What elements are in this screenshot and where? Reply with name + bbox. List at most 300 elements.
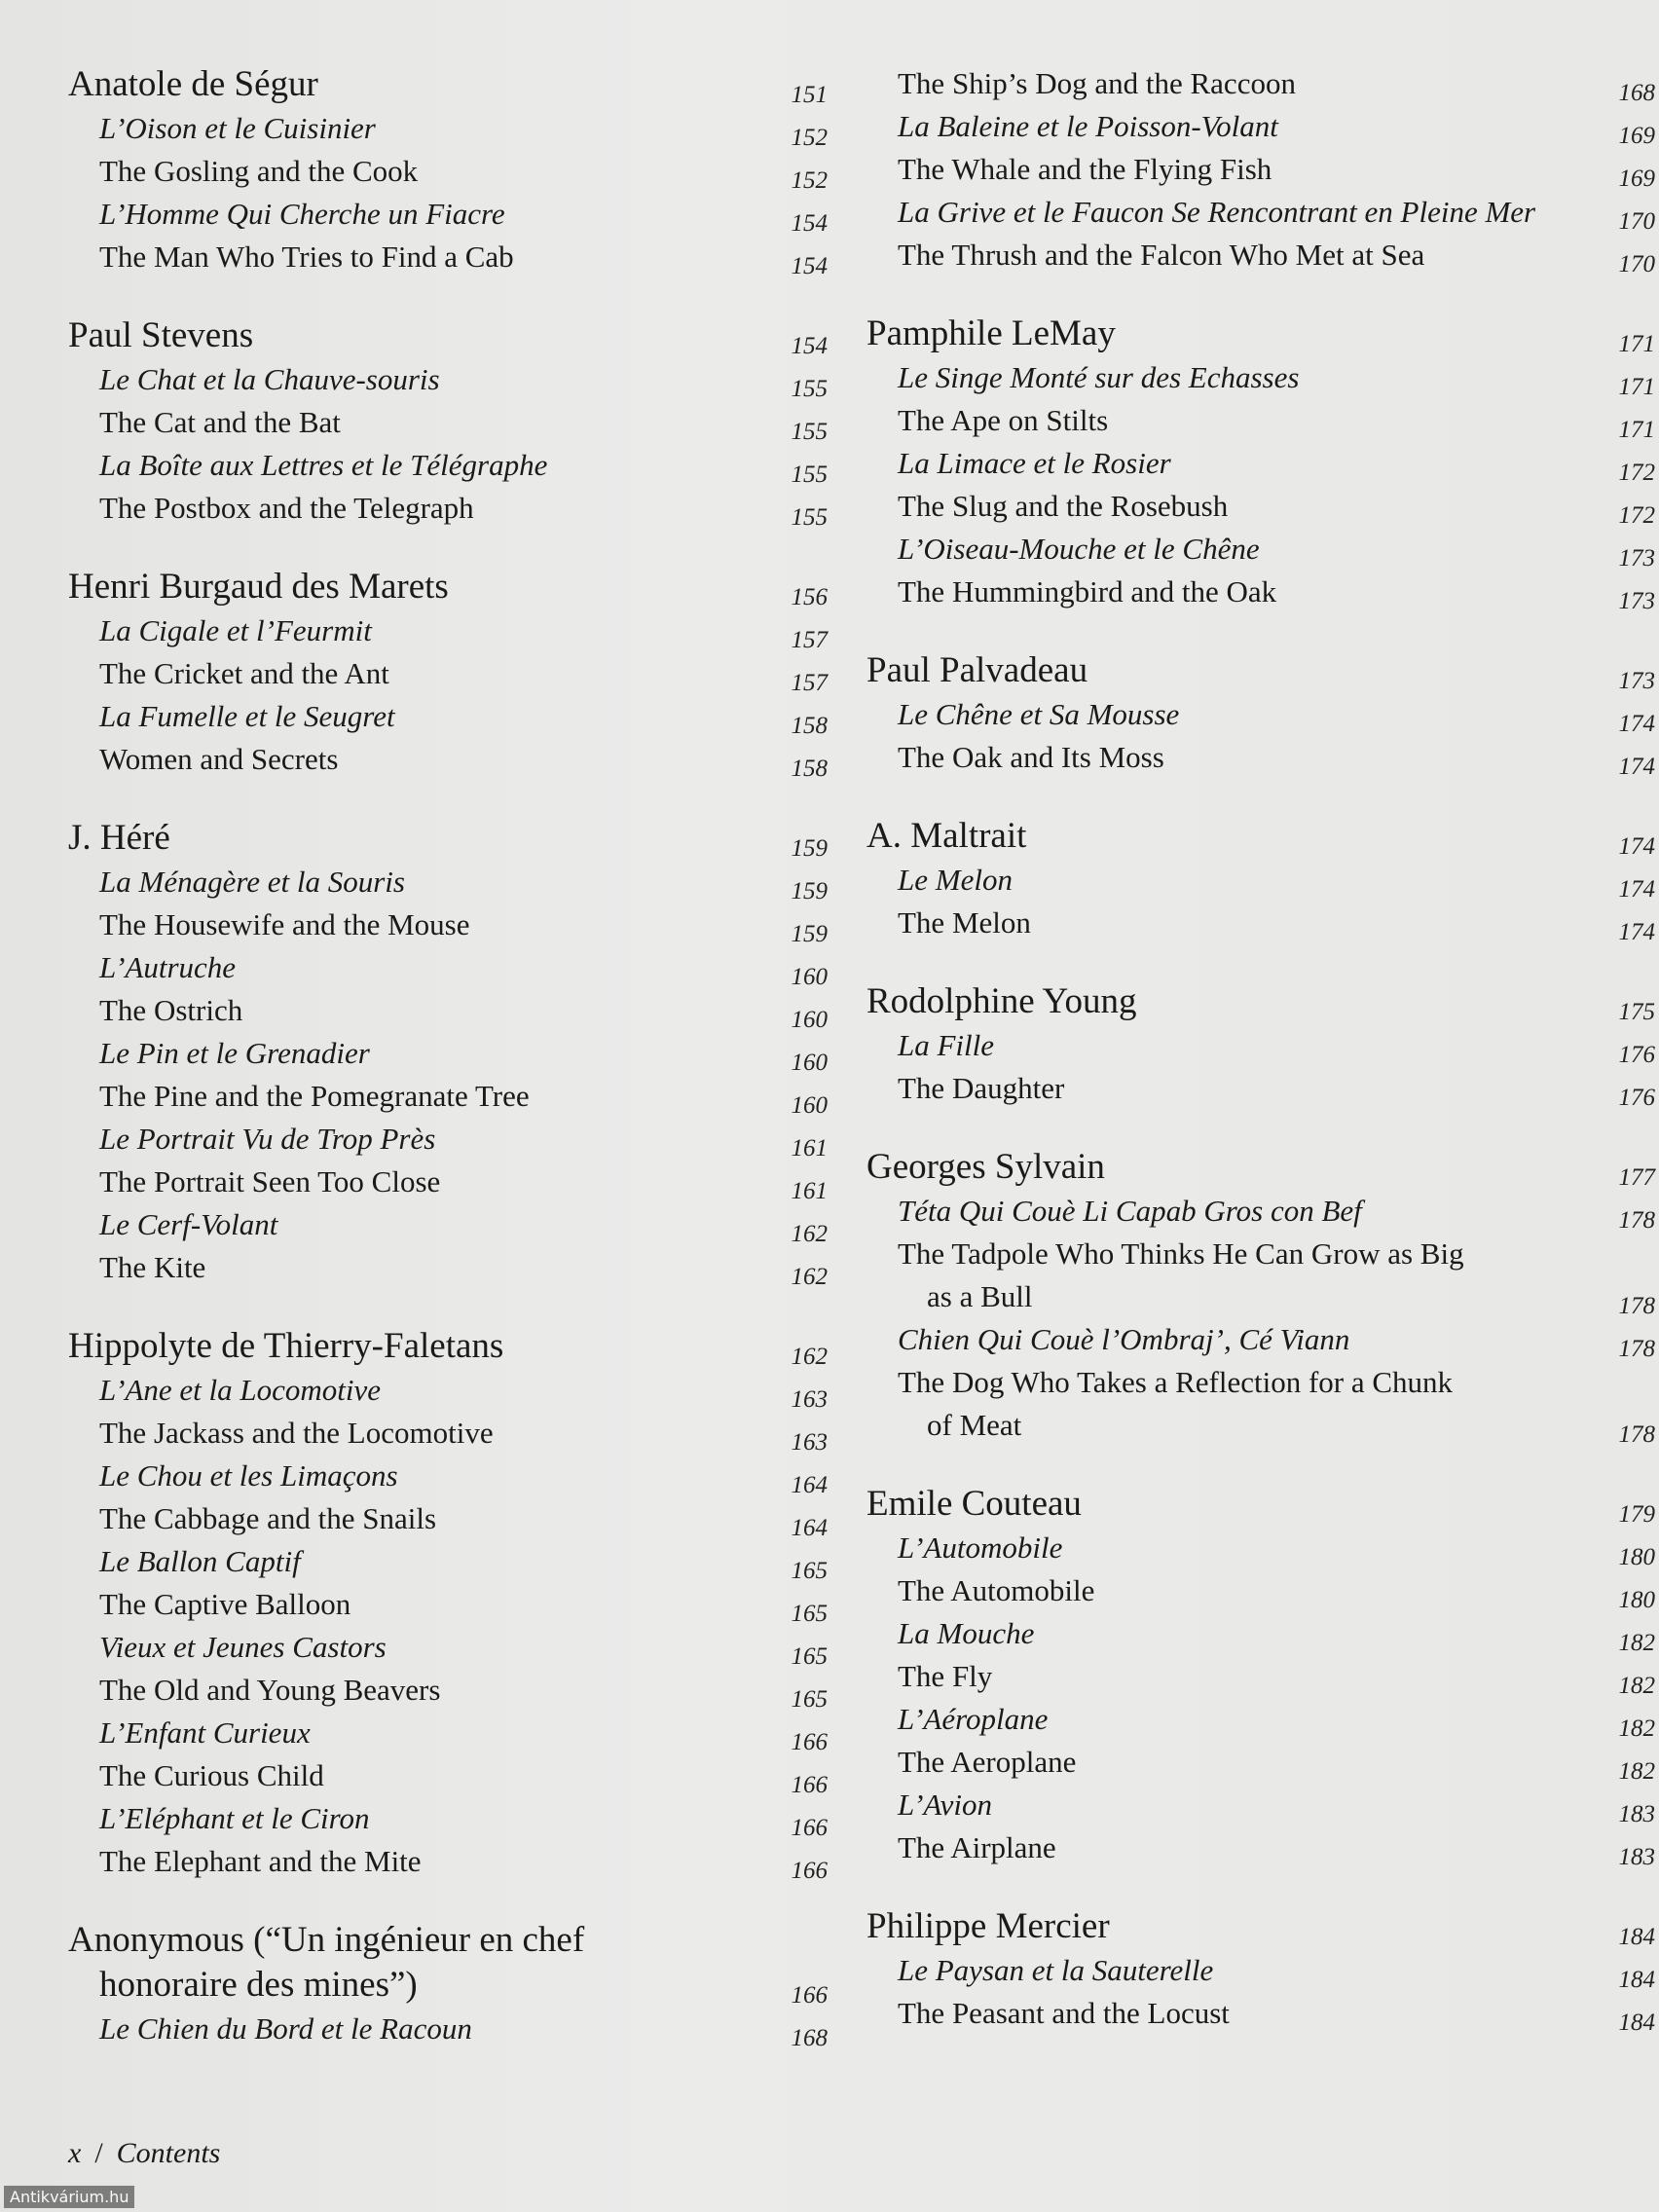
title-line bbox=[68, 487, 828, 530]
page-number: 166 bbox=[791, 1815, 828, 1841]
title-text: Le Melon bbox=[898, 863, 1013, 897]
title-text: The Aeroplane bbox=[898, 1745, 1077, 1779]
page-number: 178 bbox=[1618, 1421, 1655, 1448]
title-text: L’Automobile bbox=[898, 1530, 1063, 1565]
contents-title bbox=[866, 234, 1655, 276]
page-number: 184 bbox=[1618, 1924, 1655, 1950]
title-line bbox=[68, 107, 828, 150]
page-number: 184 bbox=[1618, 2009, 1655, 2036]
page-number: 162 bbox=[791, 1221, 828, 1247]
title-text: L’Enfant Curieux bbox=[99, 1715, 311, 1750]
title-line bbox=[68, 609, 828, 652]
page-number: 159 bbox=[791, 921, 828, 947]
title-line bbox=[68, 1583, 828, 1626]
title-line bbox=[68, 193, 828, 236]
page-number: 173 bbox=[1618, 588, 1655, 614]
page-number: 176 bbox=[1618, 1042, 1655, 1068]
page-number: 173 bbox=[1618, 545, 1655, 571]
title-line bbox=[68, 1626, 828, 1669]
title-text: The Cat and the Bat bbox=[99, 405, 341, 439]
page-number: 176 bbox=[1618, 1085, 1655, 1111]
page-number: 178 bbox=[1618, 1207, 1655, 1234]
watermark: Antikvárium.hu bbox=[4, 2186, 134, 2208]
contents-entry bbox=[866, 1145, 1655, 1447]
page-number: 164 bbox=[791, 1472, 828, 1498]
contents-entry bbox=[68, 62, 828, 278]
title-line bbox=[866, 105, 1655, 148]
title-line bbox=[866, 399, 1655, 442]
page-number: 155 bbox=[791, 504, 828, 531]
contents-entry bbox=[68, 313, 828, 530]
page-number: 169 bbox=[1618, 123, 1655, 149]
title-line bbox=[68, 358, 828, 401]
title-text: Téta Qui Couè Li Capab Gros con Bef bbox=[898, 1194, 1362, 1228]
title-text: The Ship’s Dog and the Raccoon bbox=[898, 66, 1296, 100]
contents-title bbox=[866, 571, 1655, 613]
page-number: 178 bbox=[1618, 1336, 1655, 1362]
contents-title bbox=[68, 1118, 828, 1161]
author-heading bbox=[68, 1918, 828, 2008]
page-number: 174 bbox=[1618, 711, 1655, 737]
title-line bbox=[866, 1741, 1655, 1784]
contents-title bbox=[68, 989, 828, 1032]
contents-title bbox=[68, 609, 828, 652]
page-number: 172 bbox=[1618, 502, 1655, 529]
page-number: 169 bbox=[1618, 166, 1655, 192]
author-name: Henri Burgaud des Marets bbox=[68, 567, 449, 607]
author-name: Rodolphine Young bbox=[866, 981, 1137, 1021]
title-text: The Dog Who Takes a Reflection for a Chunk bbox=[898, 1365, 1454, 1399]
page-number: 171 bbox=[1618, 374, 1655, 400]
title-text: The Automobile bbox=[898, 1573, 1095, 1607]
contents-title bbox=[866, 1190, 1655, 1233]
title-text: L’Oison et le Cuisinier bbox=[99, 111, 376, 145]
title-text-continued: as a Bull bbox=[927, 1279, 1033, 1313]
contents-title bbox=[866, 693, 1655, 736]
contents-title bbox=[68, 1075, 828, 1118]
contents-title bbox=[68, 946, 828, 989]
contents-title bbox=[68, 107, 828, 150]
contents-title bbox=[866, 399, 1655, 442]
title-text: Le Ballon Captif bbox=[99, 1544, 301, 1578]
contents-title bbox=[866, 148, 1655, 191]
title-text: Le Cerf-Volant bbox=[99, 1207, 278, 1241]
title-line bbox=[68, 1754, 828, 1797]
author-heading bbox=[866, 648, 1655, 693]
page-number: 152 bbox=[791, 125, 828, 151]
title-line bbox=[866, 1784, 1655, 1826]
page-number: 171 bbox=[1618, 331, 1655, 357]
author-line bbox=[866, 979, 1655, 1024]
title-text: The Elephant and the Mite bbox=[99, 1844, 422, 1878]
contents-title bbox=[68, 150, 828, 193]
title-text: La Fumelle et le Seugret bbox=[99, 699, 395, 733]
contents-title bbox=[866, 1655, 1655, 1698]
contents-title bbox=[866, 356, 1655, 399]
title-text: The Melon bbox=[898, 905, 1031, 940]
page-number: 170 bbox=[1618, 251, 1655, 277]
contents-title bbox=[866, 1612, 1655, 1655]
contents-title bbox=[866, 1949, 1655, 1992]
title-line bbox=[68, 1032, 828, 1075]
contents-title bbox=[68, 236, 828, 278]
page-number: 170 bbox=[1618, 208, 1655, 235]
title-line bbox=[866, 1233, 1655, 1275]
contents-title bbox=[866, 1698, 1655, 1741]
author-heading bbox=[68, 313, 828, 358]
title-line bbox=[68, 1455, 828, 1497]
contents-title bbox=[68, 444, 828, 487]
contents-title bbox=[68, 1583, 828, 1626]
page-number: 174 bbox=[1618, 754, 1655, 780]
contents-column-left bbox=[68, 62, 828, 2050]
page-number: 157 bbox=[791, 627, 828, 653]
contents-title bbox=[68, 1497, 828, 1540]
title-text: The Tadpole Who Thinks He Can Grow as Big bbox=[898, 1236, 1464, 1271]
author-line bbox=[68, 1918, 828, 1963]
author-name: Anonymous (“Un ingénieur en chef bbox=[68, 1920, 585, 1960]
contents-title bbox=[68, 1626, 828, 1669]
page-number: 165 bbox=[791, 1643, 828, 1670]
title-line bbox=[68, 1497, 828, 1540]
author-line bbox=[866, 312, 1655, 356]
page-number: 174 bbox=[1618, 919, 1655, 945]
page-number: 165 bbox=[791, 1558, 828, 1584]
folio-number: x bbox=[68, 2137, 82, 2169]
contents-title bbox=[866, 442, 1655, 485]
title-line bbox=[866, 1361, 1655, 1404]
title-line bbox=[68, 1161, 828, 1203]
author-name: Hippolyte de Thierry-Faletans bbox=[68, 1326, 504, 1366]
author-name: Philippe Mercier bbox=[866, 1906, 1110, 1946]
title-line bbox=[68, 861, 828, 903]
title-line bbox=[866, 1190, 1655, 1233]
author-heading bbox=[68, 816, 828, 861]
contents-title bbox=[68, 401, 828, 444]
contents-entry bbox=[866, 1482, 1655, 1869]
author-name: Paul Palvadeau bbox=[866, 650, 1088, 690]
footer-separator: / bbox=[94, 2137, 103, 2169]
title-line bbox=[866, 1404, 1655, 1447]
title-line bbox=[866, 442, 1655, 485]
title-line bbox=[68, 1669, 828, 1712]
page-number: 174 bbox=[1618, 876, 1655, 903]
title-text: The Cabbage and the Snails bbox=[99, 1501, 437, 1535]
title-text: The Curious Child bbox=[99, 1758, 324, 1792]
title-line bbox=[866, 1655, 1655, 1698]
title-line bbox=[68, 1075, 828, 1118]
page-number: 171 bbox=[1618, 417, 1655, 443]
contents-title bbox=[866, 736, 1655, 779]
title-line bbox=[68, 1712, 828, 1754]
title-line bbox=[68, 903, 828, 946]
author-heading bbox=[68, 565, 828, 609]
title-line bbox=[866, 1067, 1655, 1110]
title-text: The Fly bbox=[898, 1659, 993, 1693]
title-line bbox=[68, 695, 828, 738]
title-line bbox=[68, 1797, 828, 1840]
author-line bbox=[866, 1904, 1655, 1949]
contents-title bbox=[68, 1246, 828, 1289]
contents-title bbox=[68, 1754, 828, 1797]
contents-column-right bbox=[866, 62, 1655, 2035]
title-line bbox=[866, 859, 1655, 902]
contents-entry bbox=[866, 648, 1655, 779]
title-text: La Boîte aux Lettres et le Télégraphe bbox=[99, 448, 548, 482]
title-line bbox=[68, 1118, 828, 1161]
title-text: The Old and Young Beavers bbox=[99, 1673, 441, 1707]
author-name: Emile Couteau bbox=[866, 1484, 1082, 1524]
author-line bbox=[866, 1482, 1655, 1527]
title-text-continued: of Meat bbox=[927, 1408, 1022, 1442]
title-line bbox=[866, 191, 1655, 234]
author-line bbox=[68, 1963, 828, 2008]
title-line bbox=[866, 693, 1655, 736]
page-number: 159 bbox=[791, 835, 828, 862]
page-number: 163 bbox=[791, 1386, 828, 1413]
title-text: Le Paysan et la Sauterelle bbox=[898, 1953, 1214, 1987]
contents-title bbox=[68, 1203, 828, 1246]
title-line bbox=[68, 401, 828, 444]
title-line bbox=[866, 1569, 1655, 1612]
page-number: 182 bbox=[1618, 1673, 1655, 1699]
page-number: 177 bbox=[1618, 1164, 1655, 1191]
author-line bbox=[866, 648, 1655, 693]
title-text: Le Portrait Vu de Trop Près bbox=[99, 1122, 436, 1156]
contents-title bbox=[68, 1797, 828, 1840]
title-line bbox=[866, 528, 1655, 571]
title-line bbox=[866, 485, 1655, 528]
page-number: 159 bbox=[791, 878, 828, 904]
author-name: A. Maltrait bbox=[866, 816, 1027, 856]
title-text: The Peasant and the Locust bbox=[898, 1996, 1230, 2030]
title-line bbox=[866, 148, 1655, 191]
title-text: The Oak and Its Moss bbox=[898, 740, 1164, 774]
page-number: 182 bbox=[1618, 1758, 1655, 1785]
contents-title bbox=[68, 1840, 828, 1883]
contents-title bbox=[68, 1540, 828, 1583]
page-number: 154 bbox=[791, 253, 828, 279]
title-text: The Jackass and the Locomotive bbox=[99, 1416, 494, 1450]
contents-title bbox=[866, 1233, 1655, 1318]
title-text: The Slug and the Rosebush bbox=[898, 489, 1229, 523]
contents-title bbox=[866, 1826, 1655, 1869]
author-heading bbox=[68, 62, 828, 107]
author-name: Pamphile LeMay bbox=[866, 313, 1116, 353]
running-head: Contents bbox=[116, 2137, 221, 2169]
page-number: 182 bbox=[1618, 1715, 1655, 1742]
contents-title bbox=[68, 652, 828, 695]
title-text: Le Pin et le Grenadier bbox=[99, 1036, 370, 1070]
contents-entry bbox=[866, 814, 1655, 944]
title-text: La Fille bbox=[898, 1028, 995, 1062]
contents-title bbox=[68, 695, 828, 738]
page-number: 183 bbox=[1618, 1844, 1655, 1870]
title-line bbox=[68, 2008, 828, 2050]
page-number: 160 bbox=[791, 1092, 828, 1119]
page-number: 157 bbox=[791, 670, 828, 696]
contents-title bbox=[866, 105, 1655, 148]
author-name: J. Héré bbox=[68, 818, 170, 858]
contents-title bbox=[866, 1527, 1655, 1569]
title-text: L’Autruche bbox=[99, 950, 237, 984]
title-text: Le Chat et la Chauve-souris bbox=[99, 362, 440, 396]
contents-title bbox=[68, 2008, 828, 2050]
title-line bbox=[866, 902, 1655, 944]
title-text: Vieux et Jeunes Castors bbox=[99, 1630, 387, 1664]
contents-title bbox=[68, 193, 828, 236]
title-line bbox=[68, 738, 828, 781]
author-name: Anatole de Ségur bbox=[68, 64, 318, 104]
author-line bbox=[68, 565, 828, 609]
title-text: L’Homme Qui Cherche un Fiacre bbox=[99, 197, 505, 231]
title-text: The Captive Balloon bbox=[99, 1587, 351, 1621]
title-line bbox=[68, 652, 828, 695]
title-text: The Postbox and the Telegraph bbox=[99, 491, 474, 525]
title-line bbox=[68, 150, 828, 193]
contents-entry bbox=[68, 1324, 828, 1883]
author-line bbox=[68, 313, 828, 358]
title-line bbox=[866, 1992, 1655, 2035]
page-number: 155 bbox=[791, 461, 828, 488]
author-name: Georges Sylvain bbox=[866, 1147, 1105, 1187]
contents-title bbox=[68, 1369, 828, 1412]
page-number: 178 bbox=[1618, 1293, 1655, 1319]
author-heading bbox=[866, 979, 1655, 1024]
title-text: Le Singe Monté sur des Echasses bbox=[898, 360, 1300, 394]
title-line bbox=[866, 234, 1655, 276]
title-text: L’Ane et la Locomotive bbox=[99, 1373, 381, 1407]
page-number: 180 bbox=[1618, 1544, 1655, 1570]
page-number: 158 bbox=[791, 713, 828, 739]
page-number: 174 bbox=[1618, 833, 1655, 860]
title-line bbox=[68, 1203, 828, 1246]
page-number: 175 bbox=[1618, 999, 1655, 1025]
contents-title bbox=[866, 1318, 1655, 1361]
page-number: 161 bbox=[791, 1135, 828, 1161]
contents-title bbox=[68, 738, 828, 781]
title-text: The Thrush and the Falcon Who Met at Sea bbox=[898, 238, 1425, 272]
title-text: The Ape on Stilts bbox=[898, 403, 1109, 437]
author-heading bbox=[866, 1145, 1655, 1190]
page-number: 166 bbox=[791, 1729, 828, 1755]
author-name-continued: honoraire des mines”) bbox=[99, 1965, 418, 2005]
title-line bbox=[866, 1612, 1655, 1655]
author-heading bbox=[866, 312, 1655, 356]
contents-title bbox=[68, 1412, 828, 1455]
title-text: La Baleine et le Poisson-Volant bbox=[898, 109, 1278, 143]
title-text: The Hummingbird and the Oak bbox=[898, 574, 1277, 608]
contents-title bbox=[68, 1712, 828, 1754]
page-footer bbox=[68, 2137, 220, 2170]
title-line bbox=[68, 1369, 828, 1412]
title-text: The Man Who Tries to Find a Cab bbox=[99, 240, 514, 274]
title-text: Le Chêne et Sa Mousse bbox=[898, 697, 1180, 731]
contents-entry bbox=[866, 1904, 1655, 2035]
page-number: 152 bbox=[791, 167, 828, 194]
page-number: 151 bbox=[791, 82, 828, 108]
title-line bbox=[866, 1527, 1655, 1569]
title-line bbox=[866, 1275, 1655, 1318]
contents-title bbox=[866, 191, 1655, 234]
title-line bbox=[68, 444, 828, 487]
title-text: The Portrait Seen Too Close bbox=[99, 1164, 441, 1198]
contents-title bbox=[68, 1032, 828, 1075]
page-number: 166 bbox=[791, 1858, 828, 1884]
page-number: 182 bbox=[1618, 1630, 1655, 1656]
author-line bbox=[866, 814, 1655, 859]
title-text: The Daughter bbox=[898, 1071, 1065, 1105]
page-number: 154 bbox=[791, 210, 828, 237]
contents-title bbox=[68, 1161, 828, 1203]
contents-title bbox=[68, 861, 828, 903]
author-line bbox=[68, 816, 828, 861]
contents-title bbox=[866, 62, 1655, 105]
page-number: 184 bbox=[1618, 1967, 1655, 1993]
title-text: The Pine and the Pomegranate Tree bbox=[99, 1079, 530, 1113]
title-text: The Housewife and the Mouse bbox=[99, 907, 470, 941]
page-number: 161 bbox=[791, 1178, 828, 1204]
title-text: L’Eléphant et le Ciron bbox=[99, 1801, 370, 1835]
title-text: L’Oiseau-Mouche et le Chêne bbox=[898, 532, 1260, 566]
title-text: The Whale and the Flying Fish bbox=[898, 152, 1272, 186]
contents-entry bbox=[68, 1918, 828, 2050]
page-number: 183 bbox=[1618, 1801, 1655, 1827]
contents-title bbox=[68, 903, 828, 946]
author-heading bbox=[68, 1324, 828, 1369]
contents-title bbox=[68, 1669, 828, 1712]
title-line bbox=[866, 1318, 1655, 1361]
contents-title bbox=[68, 487, 828, 530]
contents-title bbox=[866, 1067, 1655, 1110]
title-line bbox=[68, 236, 828, 278]
page-number: 156 bbox=[791, 584, 828, 610]
title-line bbox=[68, 1840, 828, 1883]
page-number: 163 bbox=[791, 1429, 828, 1456]
page-number: 165 bbox=[791, 1686, 828, 1713]
title-line bbox=[68, 989, 828, 1032]
page-number: 165 bbox=[791, 1601, 828, 1627]
page-number: 158 bbox=[791, 756, 828, 782]
author-line bbox=[68, 1324, 828, 1369]
title-text: The Airplane bbox=[898, 1830, 1056, 1864]
contents-title bbox=[866, 859, 1655, 902]
page-number: 160 bbox=[791, 1007, 828, 1033]
page-number: 166 bbox=[791, 1982, 828, 2009]
title-text: The Cricket and the Ant bbox=[99, 656, 389, 690]
contents-entry bbox=[866, 979, 1655, 1110]
title-text: Chien Qui Couè l’Ombraj’, Cé Viann bbox=[898, 1322, 1350, 1356]
page-number: 172 bbox=[1618, 460, 1655, 486]
contents-title bbox=[68, 1455, 828, 1497]
title-line bbox=[866, 1698, 1655, 1741]
title-line bbox=[866, 1024, 1655, 1067]
page-number: 162 bbox=[791, 1344, 828, 1370]
page-number: 154 bbox=[791, 333, 828, 359]
author-line bbox=[68, 62, 828, 107]
contents-entry bbox=[866, 62, 1655, 276]
title-line bbox=[866, 1826, 1655, 1869]
author-heading bbox=[866, 1904, 1655, 1949]
title-line bbox=[866, 62, 1655, 105]
title-text: Le Chou et les Limaçons bbox=[99, 1458, 398, 1493]
page-number: 168 bbox=[791, 2025, 828, 2051]
contents-title bbox=[866, 1569, 1655, 1612]
title-text: Le Chien du Bord et le Racoun bbox=[99, 2011, 472, 2046]
title-text: The Ostrich bbox=[99, 993, 243, 1027]
contents-title bbox=[866, 1361, 1655, 1447]
contents-entry bbox=[68, 816, 828, 1289]
